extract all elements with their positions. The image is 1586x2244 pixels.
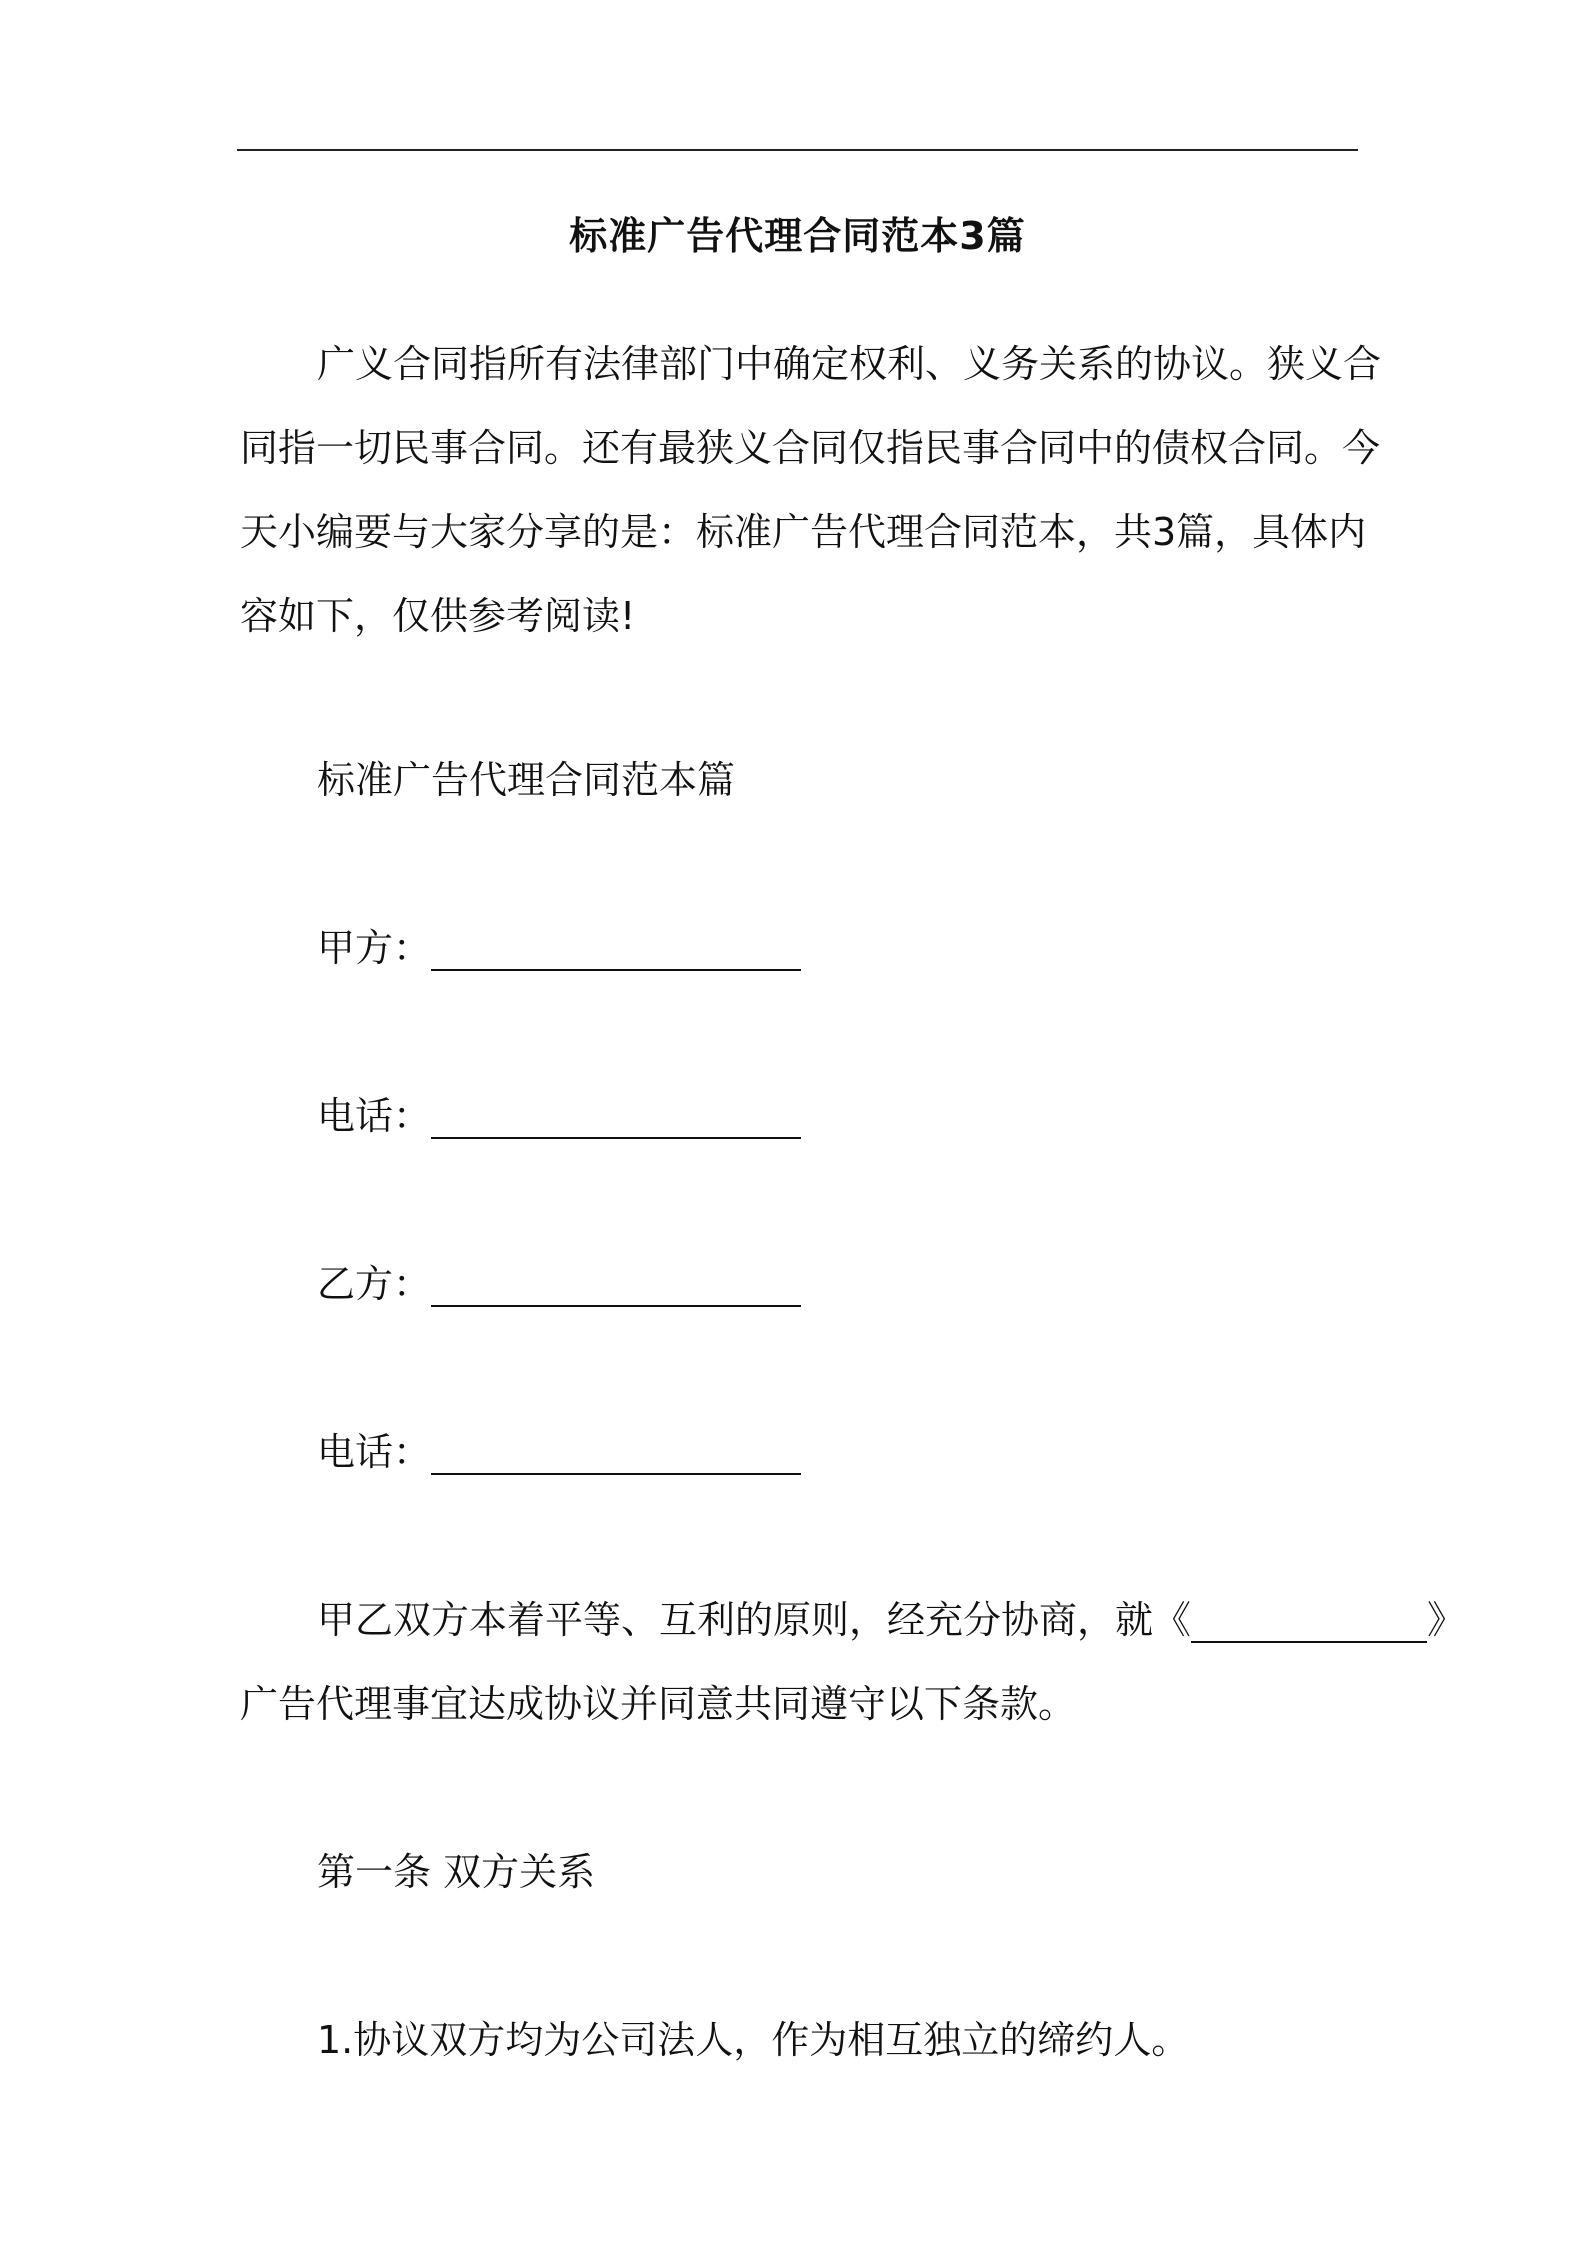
header-rule xyxy=(237,149,1358,151)
party-a-label: 甲方： xyxy=(317,926,432,970)
party-b-blank[interactable] xyxy=(431,1261,801,1307)
party-a-phone-blank[interactable] xyxy=(431,1093,801,1139)
party-a-phone-label: 电话： xyxy=(317,1094,432,1138)
intro-paragraph xyxy=(240,322,1382,658)
article-one-heading: 第一条 双方关系 xyxy=(317,1850,596,1894)
agreement-suffix: 》 xyxy=(1427,1598,1466,1642)
agreement-prefix: 甲乙双方本着平等、互利的原则，经充分协商，就《 xyxy=(317,1598,1192,1642)
clause-1: 1.协议双方均为公司法人，作为相互独立的缔约人。 xyxy=(317,2018,1190,2062)
agreement-line xyxy=(240,1578,1466,1662)
section-heading: 标准广告代理合同范本篇 xyxy=(317,758,736,802)
party-b-row xyxy=(317,1242,801,1326)
party-a-blank[interactable] xyxy=(431,925,801,971)
party-b-phone-label: 电话： xyxy=(317,1430,432,1474)
intro-line: 容如下，仅供参考阅读! xyxy=(240,594,636,638)
party-a-row xyxy=(317,906,801,990)
party-b-phone-row xyxy=(317,1410,801,1494)
intro-line: 同指一切民事合同。还有最狭义合同仅指民事合同中的债权合同。今 xyxy=(240,426,1381,470)
agreement-line: 广告代理事宜达成协议并同意共同遵守以下条款。 xyxy=(240,1682,1077,1726)
agreement-title-blank[interactable] xyxy=(1191,1597,1427,1643)
document-title: 标准广告代理合同范本3篇 xyxy=(569,214,1026,258)
party-b-label: 乙方： xyxy=(317,1262,432,1306)
intro-line: 天小编要与大家分享的是：标准广告代理合同范本，共3篇，具体内 xyxy=(240,510,1367,554)
party-a-phone-row xyxy=(317,1074,801,1158)
agreement-paragraph xyxy=(240,1578,1466,1746)
party-b-phone-blank[interactable] xyxy=(431,1429,801,1475)
intro-line: 广义合同指所有法律部门中确定权利、义务关系的协议。狭义合 xyxy=(317,342,1382,386)
